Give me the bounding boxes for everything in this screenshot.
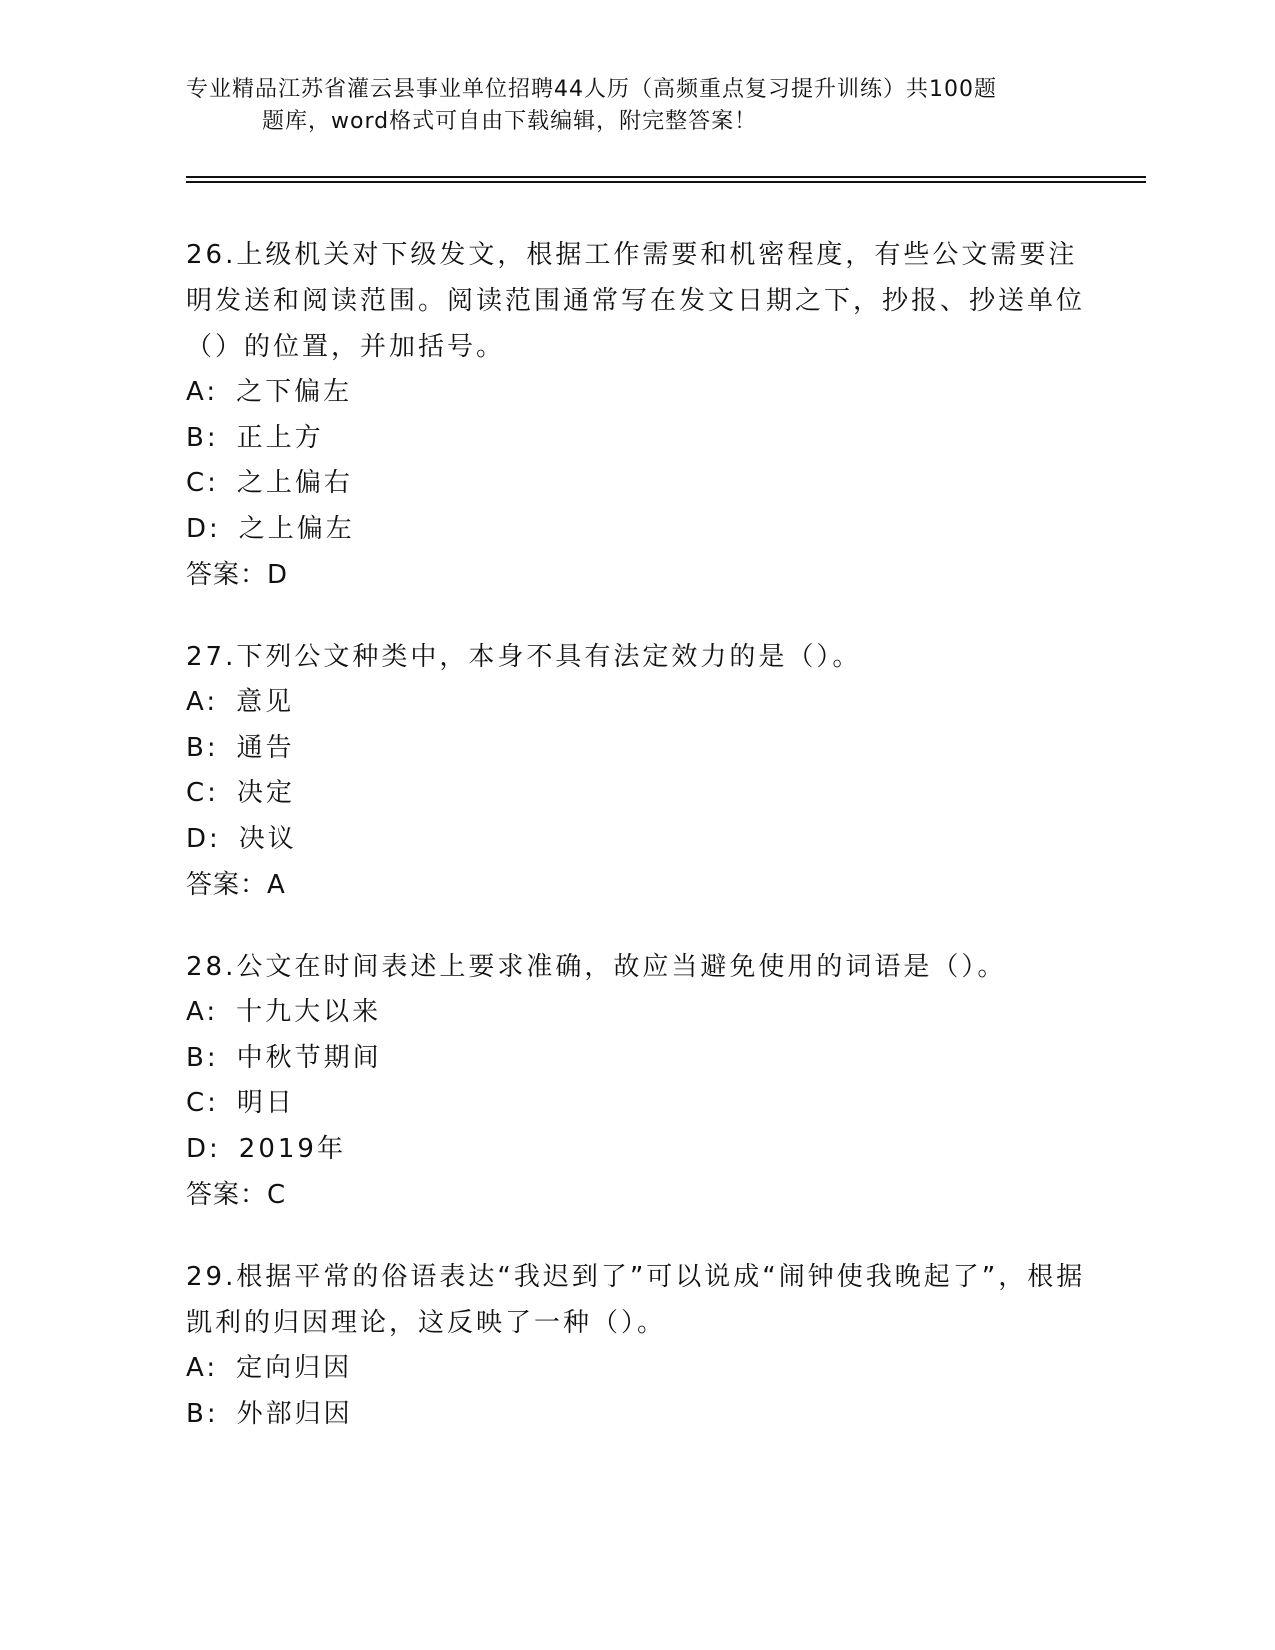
answer-line: 答案：C <box>186 1180 287 1210</box>
option-b <box>186 1392 1086 1438</box>
option-text: 2019年 <box>238 1133 346 1164</box>
header-title-line-1: 专业精品江苏省灌云县事业单位招聘44人历（高频重点复习提升训练）共100题 <box>186 77 997 102</box>
question-stem: 28.公文在时间表述上要求准确，故应当避免使用的词语是（）。 <box>186 952 1007 982</box>
option-b <box>186 1036 1086 1082</box>
option-a <box>186 1346 1086 1392</box>
option-key: D: <box>186 1133 221 1164</box>
option-c <box>186 1081 1086 1127</box>
header-divider-bottom <box>186 181 1146 183</box>
option-d <box>186 507 1086 553</box>
question-stem: 26.上级机关对下级发文，根据工作需要和机密程度，有些公文需要注明发送和阅读范围。阅读范围通常写在发文日期之下，抄报、抄送单位（）的位置，并加括号。 <box>186 240 1086 362</box>
option-b <box>186 416 1086 462</box>
option-c <box>186 771 1086 817</box>
option-text: 之下偏左 <box>236 377 353 407</box>
question-stem: 29.根据平常的俗语表达“我迟到了”可以说成“闹钟使我晚起了”，根据凯利的归因理论，这反映了一种（）。 <box>186 1262 1086 1338</box>
option-key: D: <box>186 513 221 544</box>
question-stem: 27.下列公文种类中，本身不具有法定效力的是（）。 <box>186 642 862 672</box>
answer-line: 答案：D <box>186 560 289 590</box>
option-a <box>186 370 1086 416</box>
option-text: 决定 <box>236 778 295 808</box>
question-27 <box>186 634 1086 908</box>
option-key: C: <box>186 778 219 808</box>
option-text: 外部归因 <box>236 1398 353 1429</box>
option-text: 定向归因 <box>236 1353 353 1383</box>
question-28 <box>186 944 1086 1218</box>
option-key: A: <box>186 1353 219 1383</box>
option-text: 意见 <box>236 687 295 717</box>
option-key: C: <box>186 1088 219 1118</box>
document-header <box>186 74 1086 138</box>
header-divider-top <box>186 176 1146 178</box>
option-text: 中秋节期间 <box>236 1042 382 1073</box>
option-text: 正上方 <box>236 422 324 453</box>
option-key: A: <box>186 377 219 407</box>
option-key: B: <box>186 1398 219 1429</box>
option-key: A: <box>186 687 219 717</box>
question-list <box>186 232 1086 1473</box>
answer-line: 答案：A <box>186 870 286 900</box>
option-key: C: <box>186 468 219 498</box>
option-c <box>186 461 1086 507</box>
option-key: A: <box>186 997 219 1027</box>
option-text: 明日 <box>236 1088 295 1118</box>
option-a <box>186 680 1086 726</box>
option-b <box>186 726 1086 772</box>
option-text: 通告 <box>236 732 295 763</box>
option-d <box>186 817 1086 863</box>
option-text: 决议 <box>238 823 297 854</box>
option-text: 十九大以来 <box>236 997 382 1027</box>
header-title-line-2: 题库，word格式可自由下载编辑，附完整答案！ <box>262 109 758 134</box>
option-text: 之上偏左 <box>238 513 355 544</box>
question-26 <box>186 232 1086 598</box>
option-d <box>186 1127 1086 1173</box>
option-a <box>186 990 1086 1036</box>
option-text: 之上偏右 <box>236 468 353 498</box>
option-key: D: <box>186 823 221 854</box>
option-key: B: <box>186 732 219 763</box>
option-key: B: <box>186 1042 219 1073</box>
question-29 <box>186 1254 1086 1437</box>
option-key: B: <box>186 422 219 453</box>
